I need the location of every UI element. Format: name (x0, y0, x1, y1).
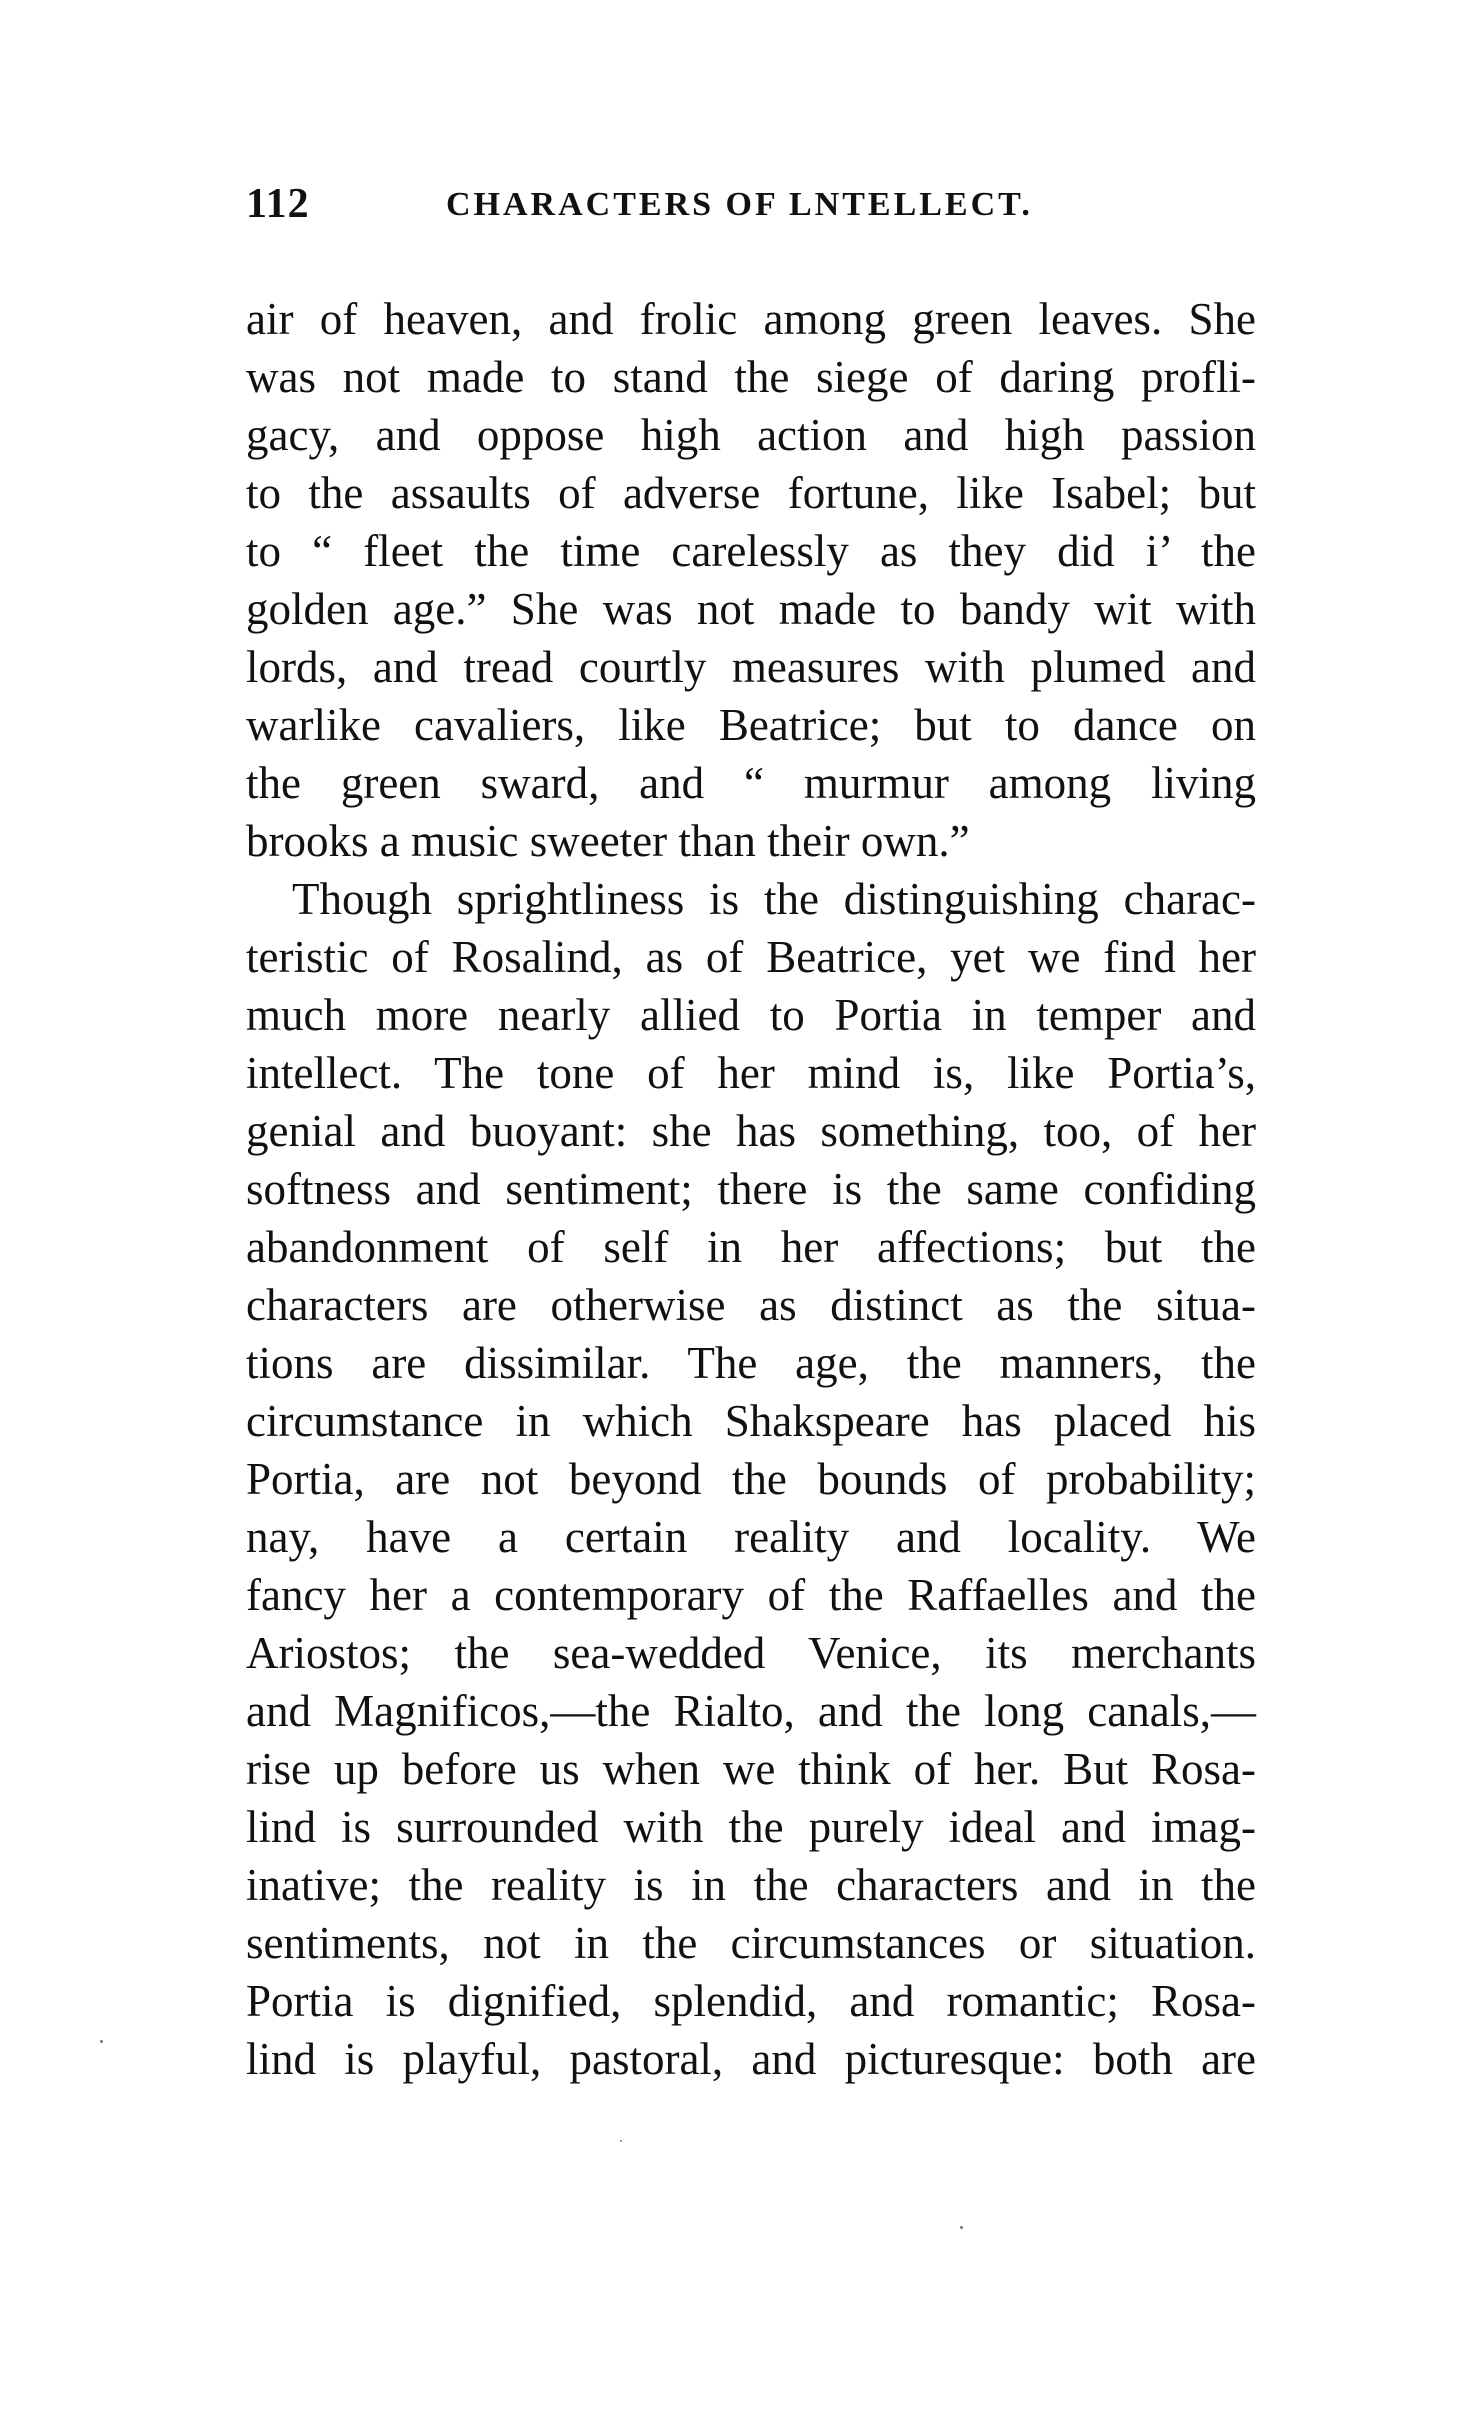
text-line: to the assaults of adverse fortune, like Isabel; but (246, 468, 1256, 518)
text-line: Ariostos; the sea-wedded Venice, its merchants (246, 1628, 1256, 1678)
text-line: teristic of Rosalind, as of Beatrice, yet we find her (246, 932, 1256, 982)
text-line: nay, have a certain reality and locality. We (246, 1512, 1256, 1562)
text-line: lords, and tread courtly measures with plumed and (246, 642, 1256, 692)
text-line: Portia, are not beyond the bounds of probability; (246, 1454, 1256, 1504)
paper-speck (960, 2226, 963, 2229)
text-line: much more nearly allied to Portia in temper and (246, 990, 1256, 1040)
text-line: genial and buoyant: she has something, too, of her (246, 1106, 1256, 1156)
text-line: softness and sentiment; there is the same confiding (246, 1164, 1256, 1214)
text-line: abandonment of self in her affections; but the (246, 1222, 1256, 1272)
page-number: 112 (246, 181, 310, 227)
text-line: to “ fleet the time carelessly as they did i’ the (246, 526, 1256, 576)
text-line: Though sprightliness is the distinguishing charac- (292, 874, 1256, 924)
text-line: was not made to stand the siege of daring profli- (246, 352, 1256, 402)
text-line: intellect. The tone of her mind is, like Portia’s, (246, 1048, 1256, 1098)
page-header (246, 180, 1266, 250)
text-line: brooks a music sweeter than their own.” (246, 816, 970, 866)
text-line: gacy, and oppose high action and high passion (246, 410, 1256, 460)
text-line: tions are dissimilar. The age, the manners, the (246, 1338, 1256, 1388)
text-line: lind is playful, pastoral, and picturesque: both are (246, 2034, 1256, 2084)
paper-speck (100, 2040, 103, 2043)
text-line: golden age.” She was not made to bandy wit with (246, 584, 1256, 634)
text-line: sentiments, not in the circumstances or situation. (246, 1918, 1256, 1968)
text-line: lind is surrounded with the purely ideal and imag- (246, 1802, 1256, 1852)
paragraph-2 (246, 870, 1256, 2088)
running-title: CHARACTERS OF LNTELLECT. (446, 186, 1033, 223)
paper-speck (620, 2140, 622, 2142)
text-line: and Magnificos,—the Rialto, and the long canals,— (246, 1686, 1256, 1736)
text-line: air of heaven, and frolic among green leaves. She (246, 294, 1256, 344)
text-line: Portia is dignified, splendid, and romantic; Rosa- (246, 1976, 1256, 2026)
text-line: rise up before us when we think of her. But Rosa- (246, 1744, 1256, 1794)
text-line: fancy her a contemporary of the Raffaelles and the (246, 1570, 1256, 1620)
text-line: warlike cavaliers, like Beatrice; but to dance on (246, 700, 1256, 750)
paragraph-1 (246, 290, 1256, 870)
text-line: the green sward, and “ murmur among living (246, 758, 1256, 808)
body-text (246, 290, 1256, 2088)
text-line: inative; the reality is in the characters and in the (246, 1860, 1256, 1910)
text-line: characters are otherwise as distinct as the situa- (246, 1280, 1256, 1330)
text-line: circumstance in which Shakspeare has placed his (246, 1396, 1256, 1446)
